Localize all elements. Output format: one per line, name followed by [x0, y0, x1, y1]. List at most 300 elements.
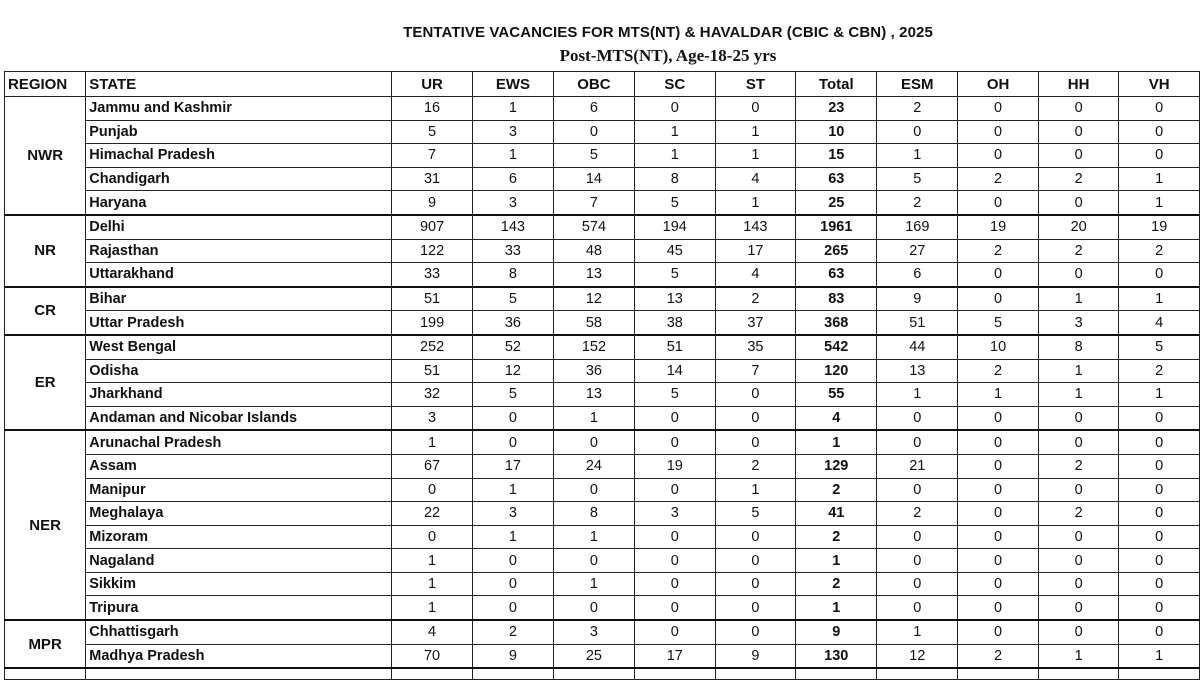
esm-cell: 2 — [877, 502, 958, 526]
sc-cell: 45 — [634, 239, 715, 263]
oh-cell: 1 — [958, 383, 1039, 407]
sc-cell: 0 — [634, 478, 715, 502]
hh-cell: 2 — [1038, 502, 1119, 526]
ews-cell: 5 — [472, 383, 553, 407]
column-header-esm: ESM — [877, 72, 958, 97]
obc-cell: 0 — [553, 596, 634, 620]
column-header-oh: OH — [958, 72, 1039, 97]
st-cell: 0 — [715, 97, 796, 121]
state-cell: Rajasthan — [86, 239, 392, 263]
oh-cell: 2 — [958, 167, 1039, 191]
empty-cell — [958, 668, 1039, 680]
ews-cell: 52 — [472, 335, 553, 359]
state-cell: Manipur — [86, 478, 392, 502]
hh-cell: 2 — [1038, 167, 1119, 191]
total-cell: 25 — [796, 191, 877, 215]
vh-cell: 0 — [1119, 549, 1200, 573]
vh-cell: 1 — [1119, 287, 1200, 311]
table-row — [5, 406, 1200, 430]
ur-cell: 1 — [392, 549, 473, 573]
esm-cell: 13 — [877, 359, 958, 383]
obc-cell: 13 — [553, 383, 634, 407]
ur-cell: 33 — [392, 263, 473, 287]
esm-cell: 0 — [877, 430, 958, 454]
ur-cell: 0 — [392, 478, 473, 502]
vh-cell: 0 — [1119, 502, 1200, 526]
st-cell: 0 — [715, 572, 796, 596]
vh-cell: 0 — [1119, 596, 1200, 620]
total-cell: 23 — [796, 97, 877, 121]
total-cell: 55 — [796, 383, 877, 407]
ur-cell: 4 — [392, 620, 473, 644]
empty-cell — [472, 668, 553, 680]
ur-cell: 122 — [392, 239, 473, 263]
vh-cell: 1 — [1119, 644, 1200, 668]
table-row — [5, 167, 1200, 191]
empty-cell — [1038, 668, 1119, 680]
st-cell: 0 — [715, 525, 796, 549]
vh-cell: 2 — [1119, 239, 1200, 263]
esm-cell: 44 — [877, 335, 958, 359]
st-cell: 1 — [715, 478, 796, 502]
vh-cell: 0 — [1119, 478, 1200, 502]
hh-cell: 0 — [1038, 549, 1119, 573]
ews-cell: 0 — [472, 430, 553, 454]
column-header-obc: OBC — [553, 72, 634, 97]
oh-cell: 0 — [958, 144, 1039, 168]
obc-cell: 12 — [553, 287, 634, 311]
column-header-state: STATE — [86, 72, 392, 97]
ur-cell: 51 — [392, 287, 473, 311]
vh-cell: 1 — [1119, 167, 1200, 191]
oh-cell: 2 — [958, 239, 1039, 263]
hh-cell: 0 — [1038, 596, 1119, 620]
esm-cell: 1 — [877, 144, 958, 168]
obc-cell: 13 — [553, 263, 634, 287]
obc-cell: 0 — [553, 120, 634, 144]
ews-cell: 5 — [472, 287, 553, 311]
esm-cell: 9 — [877, 287, 958, 311]
table-row — [5, 525, 1200, 549]
sc-cell: 1 — [634, 120, 715, 144]
sc-cell: 51 — [634, 335, 715, 359]
sc-cell: 5 — [634, 191, 715, 215]
hh-cell: 0 — [1038, 263, 1119, 287]
table-row — [5, 644, 1200, 668]
ur-cell: 1 — [392, 430, 473, 454]
st-cell: 4 — [715, 167, 796, 191]
total-cell: 41 — [796, 502, 877, 526]
esm-cell: 0 — [877, 478, 958, 502]
table-row — [5, 430, 1200, 454]
st-cell: 37 — [715, 311, 796, 335]
vh-cell: 0 — [1119, 430, 1200, 454]
vh-cell: 0 — [1119, 454, 1200, 478]
column-header-ur: UR — [392, 72, 473, 97]
oh-cell: 0 — [958, 620, 1039, 644]
empty-cell — [553, 668, 634, 680]
esm-cell: 0 — [877, 549, 958, 573]
empty-cell — [715, 668, 796, 680]
sc-cell: 5 — [634, 383, 715, 407]
total-cell: 542 — [796, 335, 877, 359]
sc-cell: 0 — [634, 406, 715, 430]
obc-cell: 5 — [553, 144, 634, 168]
esm-cell: 0 — [877, 120, 958, 144]
vh-cell: 0 — [1119, 620, 1200, 644]
region-cell: CR — [5, 287, 86, 335]
oh-cell: 0 — [958, 430, 1039, 454]
column-header-region: REGION — [5, 72, 86, 97]
state-cell: West Bengal — [86, 335, 392, 359]
hh-cell: 0 — [1038, 620, 1119, 644]
table-row — [5, 191, 1200, 215]
st-cell: 0 — [715, 383, 796, 407]
total-cell: 130 — [796, 644, 877, 668]
state-cell: Mizoram — [86, 525, 392, 549]
table-row — [5, 263, 1200, 287]
total-cell: 1961 — [796, 215, 877, 239]
state-cell: Nagaland — [86, 549, 392, 573]
oh-cell: 10 — [958, 335, 1039, 359]
table-row-cut-off — [5, 668, 1200, 680]
ews-cell: 0 — [472, 406, 553, 430]
sc-cell: 0 — [634, 596, 715, 620]
ews-cell: 33 — [472, 239, 553, 263]
ews-cell: 143 — [472, 215, 553, 239]
oh-cell: 0 — [958, 454, 1039, 478]
oh-cell: 19 — [958, 215, 1039, 239]
vh-cell: 0 — [1119, 572, 1200, 596]
state-cell: Meghalaya — [86, 502, 392, 526]
obc-cell: 3 — [553, 620, 634, 644]
oh-cell: 0 — [958, 502, 1039, 526]
obc-cell: 574 — [553, 215, 634, 239]
total-cell: 83 — [796, 287, 877, 311]
total-cell: 2 — [796, 525, 877, 549]
obc-cell: 0 — [553, 430, 634, 454]
vh-cell: 2 — [1119, 359, 1200, 383]
oh-cell: 0 — [958, 191, 1039, 215]
empty-cell — [796, 668, 877, 680]
ews-cell: 0 — [472, 549, 553, 573]
oh-cell: 0 — [958, 263, 1039, 287]
total-cell: 10 — [796, 120, 877, 144]
obc-cell: 1 — [553, 406, 634, 430]
oh-cell: 0 — [958, 525, 1039, 549]
total-cell: 368 — [796, 311, 877, 335]
ur-cell: 31 — [392, 167, 473, 191]
esm-cell: 0 — [877, 572, 958, 596]
ur-cell: 199 — [392, 311, 473, 335]
table-row — [5, 478, 1200, 502]
table-body — [5, 97, 1200, 680]
hh-cell: 1 — [1038, 383, 1119, 407]
state-cell: Assam — [86, 454, 392, 478]
ews-cell: 12 — [472, 359, 553, 383]
ews-cell: 36 — [472, 311, 553, 335]
oh-cell: 0 — [958, 97, 1039, 121]
hh-cell: 0 — [1038, 572, 1119, 596]
st-cell: 2 — [715, 287, 796, 311]
hh-cell: 0 — [1038, 144, 1119, 168]
ur-cell: 67 — [392, 454, 473, 478]
esm-cell: 27 — [877, 239, 958, 263]
sc-cell: 5 — [634, 263, 715, 287]
ews-cell: 3 — [472, 120, 553, 144]
document-title: TENTATIVE VACANCIES FOR MTS(NT) & HAVALDAR (CBIC & CBN) , 2025 — [403, 24, 933, 41]
st-cell: 35 — [715, 335, 796, 359]
esm-cell: 0 — [877, 596, 958, 620]
sc-cell: 19 — [634, 454, 715, 478]
empty-cell — [877, 668, 958, 680]
esm-cell: 1 — [877, 620, 958, 644]
oh-cell: 0 — [958, 120, 1039, 144]
obc-cell: 8 — [553, 502, 634, 526]
ur-cell: 16 — [392, 97, 473, 121]
esm-cell: 5 — [877, 167, 958, 191]
esm-cell: 1 — [877, 383, 958, 407]
state-cell: Punjab — [86, 120, 392, 144]
total-cell: 1 — [796, 596, 877, 620]
sc-cell: 0 — [634, 525, 715, 549]
table-row — [5, 383, 1200, 407]
column-header-st: ST — [715, 72, 796, 97]
region-cell: ER — [5, 335, 86, 430]
esm-cell: 0 — [877, 406, 958, 430]
obc-cell: 48 — [553, 239, 634, 263]
esm-cell: 2 — [877, 191, 958, 215]
empty-cell — [634, 668, 715, 680]
state-cell: Haryana — [86, 191, 392, 215]
ews-cell: 0 — [472, 596, 553, 620]
vh-cell: 0 — [1119, 144, 1200, 168]
state-cell: Uttar Pradesh — [86, 311, 392, 335]
esm-cell: 12 — [877, 644, 958, 668]
table-row — [5, 239, 1200, 263]
hh-cell: 2 — [1038, 454, 1119, 478]
esm-cell: 0 — [877, 525, 958, 549]
esm-cell: 2 — [877, 97, 958, 121]
table-row — [5, 549, 1200, 573]
vh-cell: 5 — [1119, 335, 1200, 359]
total-cell: 9 — [796, 620, 877, 644]
oh-cell: 0 — [958, 572, 1039, 596]
table-row — [5, 620, 1200, 644]
sc-cell: 0 — [634, 572, 715, 596]
state-cell: Sikkim — [86, 572, 392, 596]
ur-cell: 7 — [392, 144, 473, 168]
oh-cell: 0 — [958, 478, 1039, 502]
state-cell: Jammu and Kashmir — [86, 97, 392, 121]
obc-cell: 36 — [553, 359, 634, 383]
esm-cell: 6 — [877, 263, 958, 287]
st-cell: 4 — [715, 263, 796, 287]
hh-cell: 0 — [1038, 191, 1119, 215]
obc-cell: 7 — [553, 191, 634, 215]
obc-cell: 25 — [553, 644, 634, 668]
ews-cell: 1 — [472, 525, 553, 549]
state-cell: Bihar — [86, 287, 392, 311]
hh-cell: 3 — [1038, 311, 1119, 335]
st-cell: 17 — [715, 239, 796, 263]
hh-cell: 0 — [1038, 97, 1119, 121]
sc-cell: 38 — [634, 311, 715, 335]
st-cell: 0 — [715, 406, 796, 430]
hh-cell: 20 — [1038, 215, 1119, 239]
state-cell: Chhattisgarh — [86, 620, 392, 644]
hh-cell: 1 — [1038, 287, 1119, 311]
oh-cell: 0 — [958, 596, 1039, 620]
total-cell: 63 — [796, 167, 877, 191]
esm-cell: 21 — [877, 454, 958, 478]
vh-cell: 0 — [1119, 263, 1200, 287]
obc-cell: 14 — [553, 167, 634, 191]
ews-cell: 3 — [472, 191, 553, 215]
ur-cell: 5 — [392, 120, 473, 144]
ur-cell: 70 — [392, 644, 473, 668]
empty-cell — [392, 668, 473, 680]
obc-cell: 1 — [553, 525, 634, 549]
ur-cell: 9 — [392, 191, 473, 215]
region-cell: NR — [5, 215, 86, 287]
state-cell: Chandigarh — [86, 167, 392, 191]
sc-cell: 0 — [634, 430, 715, 454]
ews-cell: 3 — [472, 502, 553, 526]
hh-cell: 2 — [1038, 239, 1119, 263]
sc-cell: 1 — [634, 144, 715, 168]
ur-cell: 1 — [392, 596, 473, 620]
vh-cell: 0 — [1119, 406, 1200, 430]
ur-cell: 51 — [392, 359, 473, 383]
ur-cell: 0 — [392, 525, 473, 549]
table-row — [5, 596, 1200, 620]
state-cell: Delhi — [86, 215, 392, 239]
state-cell: Andaman and Nicobar Islands — [86, 406, 392, 430]
document-subtitle: Post-MTS(NT), Age-18-25 yrs — [559, 46, 777, 65]
ur-cell: 1 — [392, 572, 473, 596]
st-cell: 143 — [715, 215, 796, 239]
total-cell: 2 — [796, 478, 877, 502]
ews-cell: 0 — [472, 572, 553, 596]
hh-cell: 1 — [1038, 359, 1119, 383]
ews-cell: 2 — [472, 620, 553, 644]
ur-cell: 907 — [392, 215, 473, 239]
state-cell: Odisha — [86, 359, 392, 383]
header-row — [5, 72, 1200, 97]
total-cell: 2 — [796, 572, 877, 596]
ews-cell: 1 — [472, 97, 553, 121]
ews-cell: 17 — [472, 454, 553, 478]
sc-cell: 0 — [634, 549, 715, 573]
hh-cell: 0 — [1038, 406, 1119, 430]
total-cell: 1 — [796, 549, 877, 573]
oh-cell: 0 — [958, 287, 1039, 311]
sc-cell: 194 — [634, 215, 715, 239]
ews-cell: 9 — [472, 644, 553, 668]
ur-cell: 22 — [392, 502, 473, 526]
region-cell: NWR — [5, 97, 86, 215]
ur-cell: 3 — [392, 406, 473, 430]
empty-cell — [86, 668, 392, 680]
sc-cell: 17 — [634, 644, 715, 668]
oh-cell: 0 — [958, 406, 1039, 430]
st-cell: 7 — [715, 359, 796, 383]
st-cell: 0 — [715, 430, 796, 454]
st-cell: 1 — [715, 191, 796, 215]
st-cell: 0 — [715, 596, 796, 620]
state-cell: Madhya Pradesh — [86, 644, 392, 668]
esm-cell: 51 — [877, 311, 958, 335]
table-row — [5, 97, 1200, 121]
empty-cell — [1119, 668, 1200, 680]
obc-cell: 6 — [553, 97, 634, 121]
hh-cell: 0 — [1038, 120, 1119, 144]
obc-cell: 24 — [553, 454, 634, 478]
table-row — [5, 287, 1200, 311]
st-cell: 5 — [715, 502, 796, 526]
obc-cell: 58 — [553, 311, 634, 335]
table-row — [5, 572, 1200, 596]
state-cell: Jharkhand — [86, 383, 392, 407]
st-cell: 2 — [715, 454, 796, 478]
column-header-vh: VH — [1119, 72, 1200, 97]
hh-cell: 0 — [1038, 525, 1119, 549]
state-cell: Tripura — [86, 596, 392, 620]
st-cell: 0 — [715, 549, 796, 573]
ews-cell: 6 — [472, 167, 553, 191]
total-cell: 15 — [796, 144, 877, 168]
vh-cell: 0 — [1119, 525, 1200, 549]
table-row — [5, 215, 1200, 239]
column-header-total: Total — [796, 72, 877, 97]
ews-cell: 1 — [472, 478, 553, 502]
total-cell: 120 — [796, 359, 877, 383]
sc-cell: 3 — [634, 502, 715, 526]
vh-cell: 1 — [1119, 383, 1200, 407]
region-cell: MPR — [5, 620, 86, 668]
hh-cell: 0 — [1038, 478, 1119, 502]
sc-cell: 8 — [634, 167, 715, 191]
table-row — [5, 454, 1200, 478]
state-cell: Arunachal Pradesh — [86, 430, 392, 454]
total-cell: 1 — [796, 430, 877, 454]
table-row — [5, 120, 1200, 144]
st-cell: 9 — [715, 644, 796, 668]
ews-cell: 1 — [472, 144, 553, 168]
hh-cell: 0 — [1038, 430, 1119, 454]
obc-cell: 0 — [553, 478, 634, 502]
sc-cell: 0 — [634, 97, 715, 121]
oh-cell: 0 — [958, 549, 1039, 573]
vh-cell: 0 — [1119, 97, 1200, 121]
st-cell: 1 — [715, 144, 796, 168]
column-header-hh: HH — [1038, 72, 1119, 97]
table-row — [5, 335, 1200, 359]
obc-cell: 0 — [553, 549, 634, 573]
table-row — [5, 311, 1200, 335]
total-cell: 129 — [796, 454, 877, 478]
total-cell: 4 — [796, 406, 877, 430]
sc-cell: 0 — [634, 620, 715, 644]
total-cell: 265 — [796, 239, 877, 263]
vh-cell: 1 — [1119, 191, 1200, 215]
ur-cell: 252 — [392, 335, 473, 359]
sc-cell: 14 — [634, 359, 715, 383]
state-cell: Uttarakhand — [86, 263, 392, 287]
sc-cell: 13 — [634, 287, 715, 311]
vh-cell: 4 — [1119, 311, 1200, 335]
